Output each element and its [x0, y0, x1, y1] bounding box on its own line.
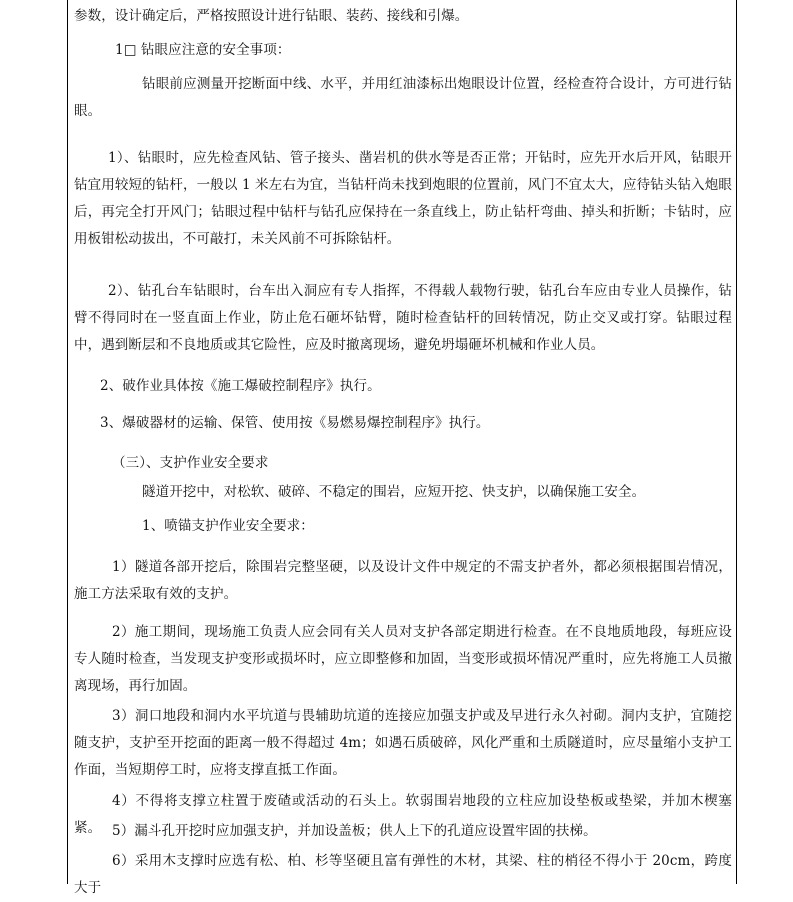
paragraph-1: 参数，设计确定后，严格按照设计进行钻眼、装药、接线和引爆。 [74, 8, 469, 24]
page-left-border [67, 0, 68, 884]
section-heading: （三）、支护作业安全要求 [112, 455, 269, 471]
paragraph-15: 5）漏斗孔开挖时应加强支护，并加设盖板；供人上下的孔道应设置牢固的扶梯。 [112, 823, 597, 839]
paragraph-4: 1）、钻眼时，应先检查风钻、管子接头、凿岩机的供水等是否正常；开钻时，应先开水后开风，钻眼开钻宜用较短的钻杆，一般以 1 米左右为宜，当钻杆尚未找到炮眼的位置前，风门不宜太大，应待钻头钻入炮眼后，再完全打开风门；钻眼过程中钻杆与钻孔应保持在一条直线上，防止钻杆弯曲、掉头和折断；卡钻时，应用板钳松动拔出，不可敲打，未关风前不可拆除钻杆。 [74, 150, 732, 247]
page-right-border [736, 0, 737, 884]
paragraph-7: 3、爆破器材的运输、保管、使用按《易燃易爆控制程序》执行。 [100, 415, 490, 431]
paragraph-11: 1）隧道各部开挖后，除围岩完整坚硬，以及设计文件中规定的不需支护者外，都必须根据围岩情况，施工方法采取有效的支护。 [74, 559, 732, 602]
paragraph-5: 2）、钻孔台车钻眼时，台车出入洞应有专人指挥，不得载人载物行驶，钻孔台车应由专业人员操作，钻臂不得同时在一竖直面上作业，防止危石砸坏钻臂，随时检查钻杆的回转情况，防止交叉或打穿。钻眼过程中，遇到断层和不良地质或其它险性，应及时撤离现场，避免坍塌砸坏机械和作业人员。 [74, 283, 732, 353]
paragraph-9: 隧道开挖中，对松软、破碎、不稳定的围岩，应短开挖、快支护，以确保施工安全。 [142, 484, 646, 500]
paragraph-14: 4）不得将支撑立柱置于废碴或活动的石头上。软弱围岩地段的立柱应加设垫板或垫梁，并加木楔塞紧。 [74, 793, 732, 836]
paragraph-2: 1□ 钻眼应注意的安全事项： [115, 42, 291, 58]
paragraph-16: 6）采用木支撑时应选有松、柏、杉等坚硬且富有弹性的木材，其梁、柱的梢径不得小于 20cm，跨度大于 [74, 853, 732, 896]
paragraph-12: 2）施工期间，现场施工负责人应会同有关人员对支护各部定期进行检查。在不良地质地段，每班应设专人随时检查，当发现支护变形或损坏时，应立即整修和加固，当变形或损坏情况严重时，应先将施工人员撤离现场，再行加固。 [74, 624, 732, 694]
paragraph-3: 钻眼前应测量开挖断面中线、水平，并用红油漆标出炮眼设计位置，经检查符合设计，方可进行钻眼。 [74, 76, 732, 119]
paragraph-10: 1、喷锚支护作业安全要求： [142, 518, 314, 534]
paragraph-13: 3）洞口地段和洞内水平坑道与畏辅助坑道的连接应加强支护或及早进行永久衬砌。洞内支护，宜随挖随支护，支护至开挖面的距离一般不得超过 4m；如遇石质破碎，风化严重和土质隧道时，应尽量缩小支护工作面，当短期停工时，应将支撑直抵工作面。 [74, 708, 732, 778]
paragraph-6: 2、破作业具体按《施工爆破控制程序》执行。 [100, 378, 381, 394]
